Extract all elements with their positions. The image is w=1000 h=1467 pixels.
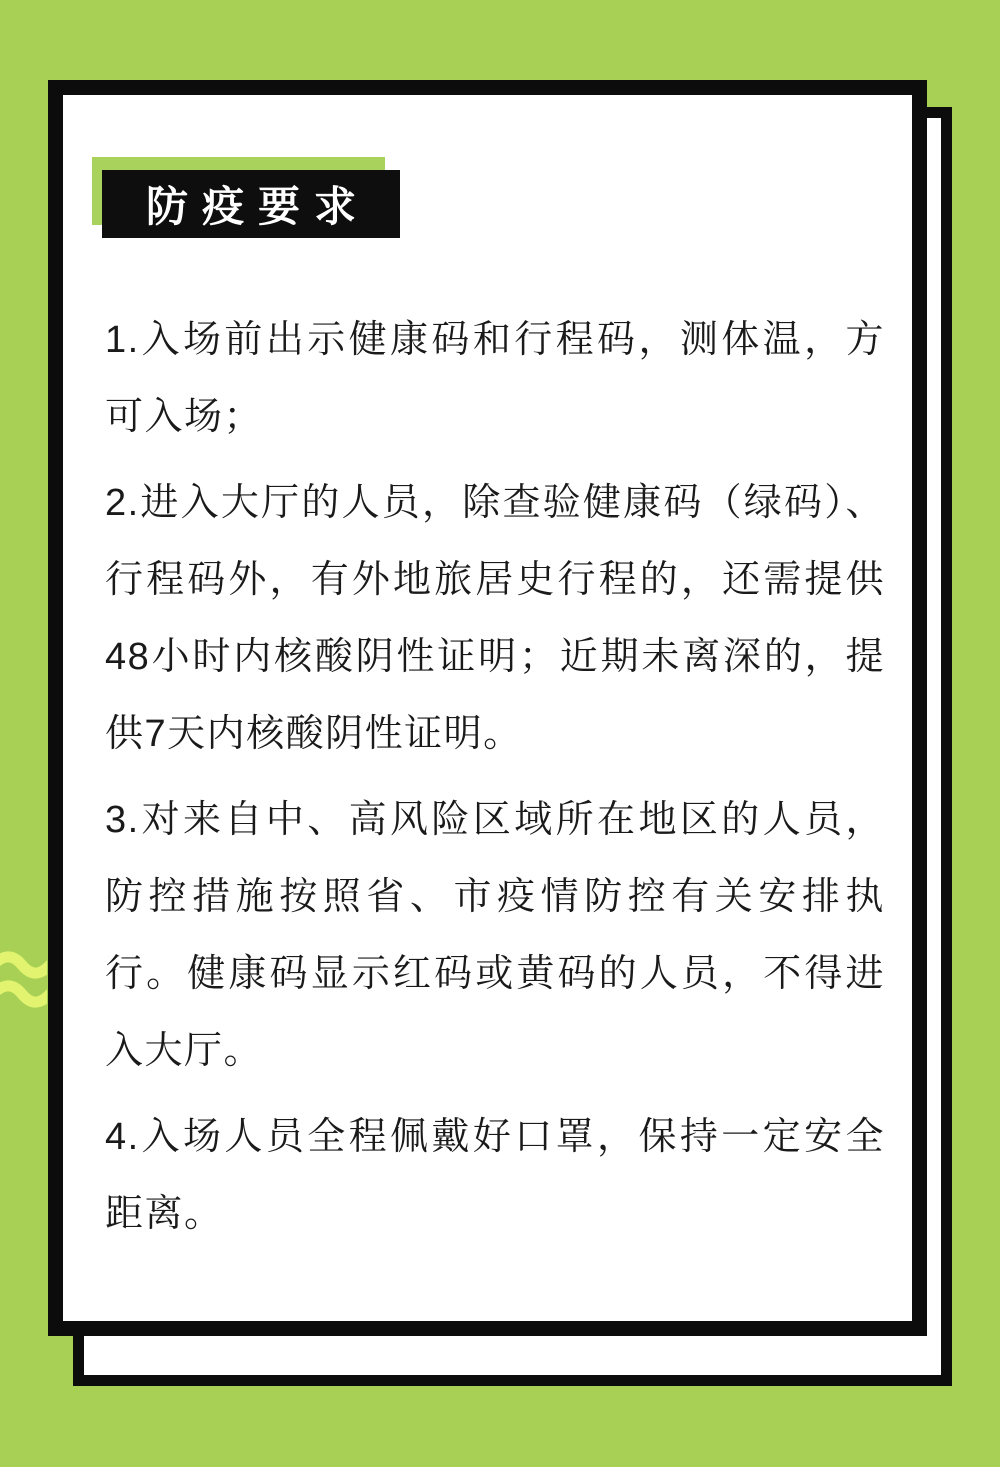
title-banner xyxy=(102,170,400,238)
notice-paragraph-2: 2.进入大厅的人员，除查验健康码（绿码）、行程码外，有外地旅居史行程的，还需提供48小时内核酸阴性证明；近期未离深的，提供7天内核酸阴性证明。 xyxy=(105,482,885,755)
notice-body xyxy=(105,302,885,1262)
notice-paragraph-1: 1.入场前出示健康码和行程码，测体温，方可入场； xyxy=(105,319,885,438)
page-title: 防疫要求 xyxy=(145,183,370,230)
notice-paragraph-3: 3.对来自中、高风险区域所在地区的人员，防控措施按照省、市疫情防控有关安排执行。健康码显示红码或黄码的人员，不得进入大厅。 xyxy=(105,799,885,1072)
waves-icon xyxy=(0,945,47,1027)
notice-paragraph-4: 4.入场人员全程佩戴好口罩，保持一定安全距离。 xyxy=(105,1116,885,1235)
